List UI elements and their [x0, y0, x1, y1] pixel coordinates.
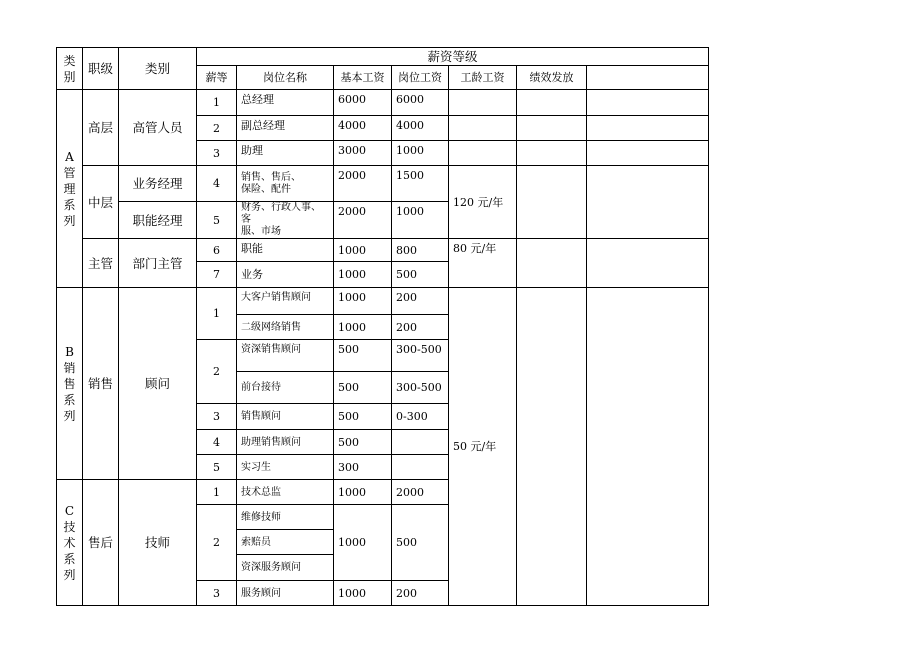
blank-cell — [587, 166, 709, 239]
category-consultant: 顾问 — [119, 288, 197, 480]
position-salary-cell: 800 — [392, 239, 449, 262]
position-salary-cell: 0-300 — [392, 404, 449, 430]
header-performance: 绩效发放 — [517, 66, 587, 90]
position-cell: 业务 — [237, 262, 334, 288]
seniority-middle: 120 元/年 — [449, 166, 517, 239]
position-salary-cell: 300-500 — [392, 372, 449, 404]
base-salary-cell: 1000 — [334, 505, 392, 581]
position-cell: 总经理 — [237, 90, 334, 116]
series-b-label: B 销 售 系 列 — [57, 288, 83, 480]
header-position: 岗位名称 — [237, 66, 334, 90]
header-category: 类别 — [119, 48, 197, 90]
level-senior: 高层 — [83, 90, 119, 166]
category-technician: 技师 — [119, 480, 197, 606]
base-salary-cell: 1000 — [334, 581, 392, 606]
seniority-cell — [449, 116, 517, 141]
position-salary-cell: 200 — [392, 315, 449, 340]
rank-cell: 2 — [197, 505, 237, 581]
rank-cell: 3 — [197, 581, 237, 606]
blank-cell — [587, 288, 709, 606]
rank-cell: 5 — [197, 455, 237, 480]
performance-cell — [517, 288, 587, 606]
performance-cell — [517, 166, 587, 239]
position-cell: 销售顾问 — [237, 404, 334, 430]
position-salary-cell: 1000 — [392, 141, 449, 166]
base-salary-cell: 6000 — [334, 90, 392, 116]
position-cell: 维修技师 — [237, 505, 334, 530]
header-position-salary: 岗位工资 — [392, 66, 449, 90]
base-salary-cell: 1000 — [334, 480, 392, 505]
position-cell: 实习生 — [237, 455, 334, 480]
base-salary-cell: 1000 — [334, 262, 392, 288]
header-base-salary: 基本工资 — [334, 66, 392, 90]
performance-cell — [517, 141, 587, 166]
header-blank — [587, 66, 709, 90]
header-salary-grade: 薪资等级 — [197, 48, 709, 66]
position-cell: 前台接待 — [237, 372, 334, 404]
blank-cell — [587, 116, 709, 141]
position-salary-cell: 500 — [392, 505, 449, 581]
seniority-supervisor: 80 元/年 — [449, 239, 517, 288]
rank-cell: 1 — [197, 288, 237, 340]
rank-cell: 4 — [197, 430, 237, 455]
position-cell: 服务顾问 — [237, 581, 334, 606]
header-rank: 薪等 — [197, 66, 237, 90]
position-cell: 职能 — [237, 239, 334, 262]
base-salary-cell: 500 — [334, 404, 392, 430]
series-a-label: A 管 理 系 列 — [57, 90, 83, 288]
seniority-sales-tech: 50 元/年 — [449, 288, 517, 606]
header-level: 职级 — [83, 48, 119, 90]
category-dept-supervisor: 部门主管 — [119, 239, 197, 288]
position-cell: 副总经理 — [237, 116, 334, 141]
header-seniority-salary: 工龄工资 — [449, 66, 517, 90]
category-function-manager: 职能经理 — [119, 202, 197, 239]
performance-cell — [517, 90, 587, 116]
position-cell: 助理 — [237, 141, 334, 166]
seniority-cell — [449, 141, 517, 166]
performance-cell — [517, 116, 587, 141]
level-sales: 销售 — [83, 288, 119, 480]
seniority-cell — [449, 90, 517, 116]
position-cell: 销售、售后、 保险、配件 — [237, 166, 334, 202]
base-salary-cell: 3000 — [334, 141, 392, 166]
position-salary-cell: 300-500 — [392, 340, 449, 372]
header-category-a: 类 别 — [57, 48, 83, 90]
blank-cell — [587, 141, 709, 166]
position-cell: 索赔员 — [237, 530, 334, 555]
performance-cell — [517, 239, 587, 288]
position-salary-cell — [392, 455, 449, 480]
position-salary-cell: 6000 — [392, 90, 449, 116]
rank-cell: 1 — [197, 480, 237, 505]
series-c-label: C 技 术 系 列 — [57, 480, 83, 606]
position-salary-cell: 200 — [392, 288, 449, 315]
position-cell: 技术总监 — [237, 480, 334, 505]
rank-cell: 6 — [197, 239, 237, 262]
position-salary-cell: 1000 — [392, 202, 449, 239]
level-middle: 中层 — [83, 166, 119, 239]
base-salary-cell: 4000 — [334, 116, 392, 141]
position-salary-cell: 200 — [392, 581, 449, 606]
base-salary-cell: 1000 — [334, 239, 392, 262]
level-after-sales: 售后 — [83, 480, 119, 606]
position-salary-cell: 500 — [392, 262, 449, 288]
level-supervisor: 主管 — [83, 239, 119, 288]
base-salary-cell: 1000 — [334, 315, 392, 340]
rank-cell: 4 — [197, 166, 237, 202]
base-salary-cell: 2000 — [334, 202, 392, 239]
rank-cell: 7 — [197, 262, 237, 288]
rank-cell: 2 — [197, 340, 237, 404]
base-salary-cell: 1000 — [334, 288, 392, 315]
rank-cell: 3 — [197, 404, 237, 430]
position-salary-cell — [392, 430, 449, 455]
position-salary-cell: 2000 — [392, 480, 449, 505]
base-salary-cell: 500 — [334, 372, 392, 404]
blank-cell — [587, 239, 709, 288]
position-salary-cell: 4000 — [392, 116, 449, 141]
blank-cell — [587, 90, 709, 116]
position-cell: 资深销售顾问 — [237, 340, 334, 372]
base-salary-cell: 2000 — [334, 166, 392, 202]
position-salary-cell: 1500 — [392, 166, 449, 202]
rank-cell: 2 — [197, 116, 237, 141]
rank-cell: 5 — [197, 202, 237, 239]
category-business-manager: 业务经理 — [119, 166, 197, 202]
rank-cell: 1 — [197, 90, 237, 116]
position-cell: 助理销售顾问 — [237, 430, 334, 455]
category-executive: 高管人员 — [119, 90, 197, 166]
base-salary-cell: 300 — [334, 455, 392, 480]
base-salary-cell: 500 — [334, 430, 392, 455]
position-cell: 二级网络销售 — [237, 315, 334, 340]
position-cell: 大客户销售顾问 — [237, 288, 334, 315]
position-cell: 资深服务顾问 — [237, 555, 334, 581]
rank-cell: 3 — [197, 141, 237, 166]
salary-grade-table — [56, 47, 709, 606]
base-salary-cell: 500 — [334, 340, 392, 372]
position-cell: 财务、行政人事、客 服、市场 — [237, 202, 334, 239]
